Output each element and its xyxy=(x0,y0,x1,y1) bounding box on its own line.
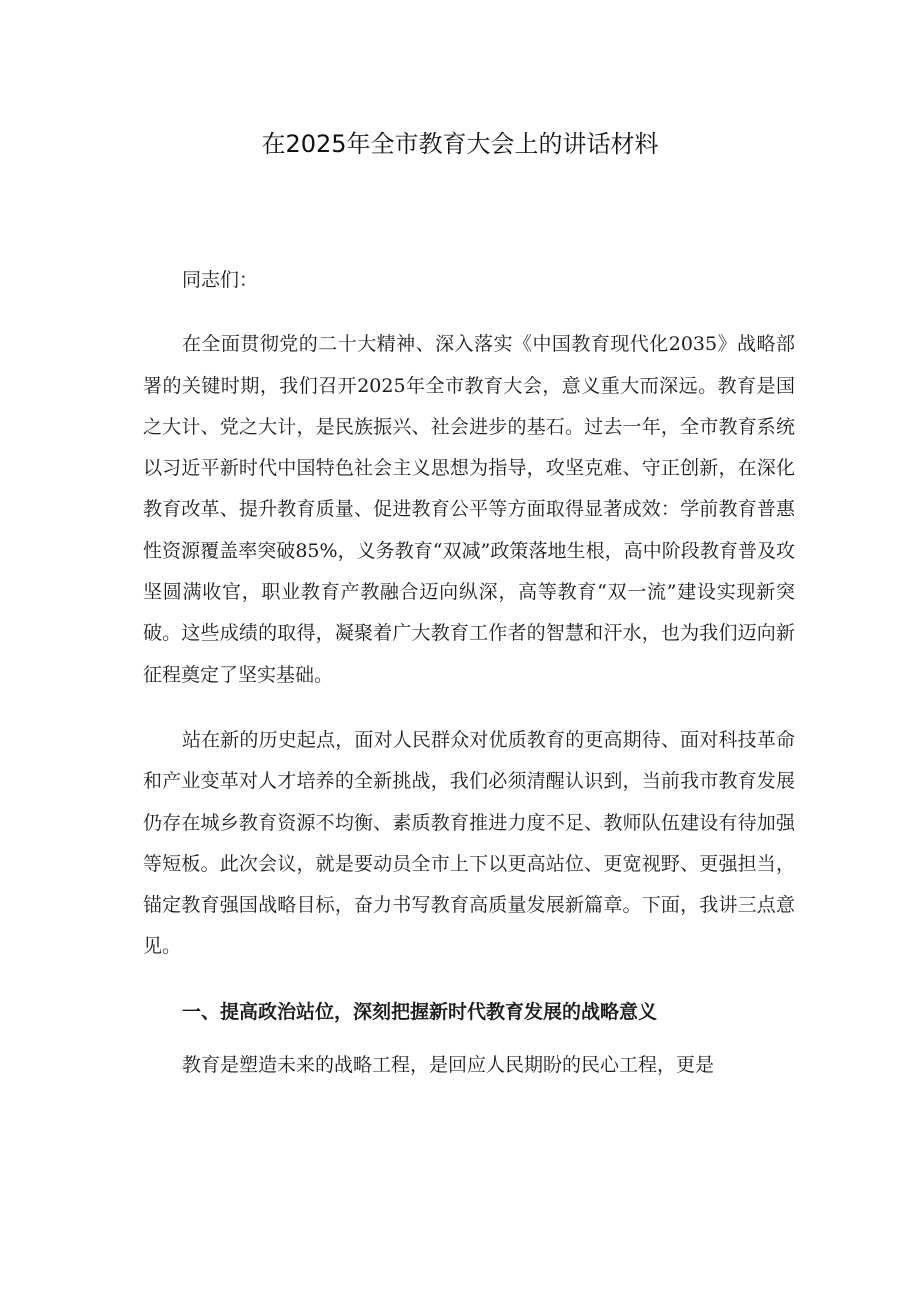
salutation: 同志们： xyxy=(181,269,258,291)
body-paragraph-1: 在全面贯彻党的二十大精神、深入落实《中国教育现代化2035》战略部署的关键时期，我们召开2025年全市教育大会，意义重大而深远。教育是国之大计、党之大计，是民族振兴、社会进步的基石。过去一年，全市教育系统以习近平新时代中国特色社会主义思想为指导，攻坚克难、守正创新，在深化教育改革、提升教育质量、促进教育公平等方面取得显著成效：学前教育普惠性资源覆盖率突破85%，义务教育“双减”政策落地生根，高中阶段教育普及攻坚圆满收官，职业教育产教融合迈向纵深，高等教育“双一流”建设实现新突破。这些成绩的取得，凝聚着广大教育工作者的智慧和汗水，也为我们迈向新征程奠定了坚实基础。 xyxy=(143,333,795,686)
document-title: 在2025年全市教育大会上的讲话材料 xyxy=(261,130,659,158)
section-heading-1: 一、提高政治站位，深刻把握新时代教育发展的战略意义 xyxy=(181,1000,657,1023)
body-paragraph-2: 站在新的历史起点，面对人民群众对优质教育的更高期待、面对科技革命和产业变革对人才培养的全新挑战，我们必须清醒认识到，当前我市教育发展仍存在城乡教育资源不均衡、素质教育推进力度不足、教师队伍建设有待加强等短板。此次会议，就是要动员全市上下以更高站位、更宽视野、更强担当，锚定教育强国战略目标，奋力书写教育高质量发展新篇章。下面，我讲三点意见。 xyxy=(143,728,795,958)
document-body xyxy=(143,260,795,1086)
section-paragraph-1: 教育是塑造未来的战略工程，是回应人民期盼的民心工程，更是 xyxy=(181,1054,714,1077)
